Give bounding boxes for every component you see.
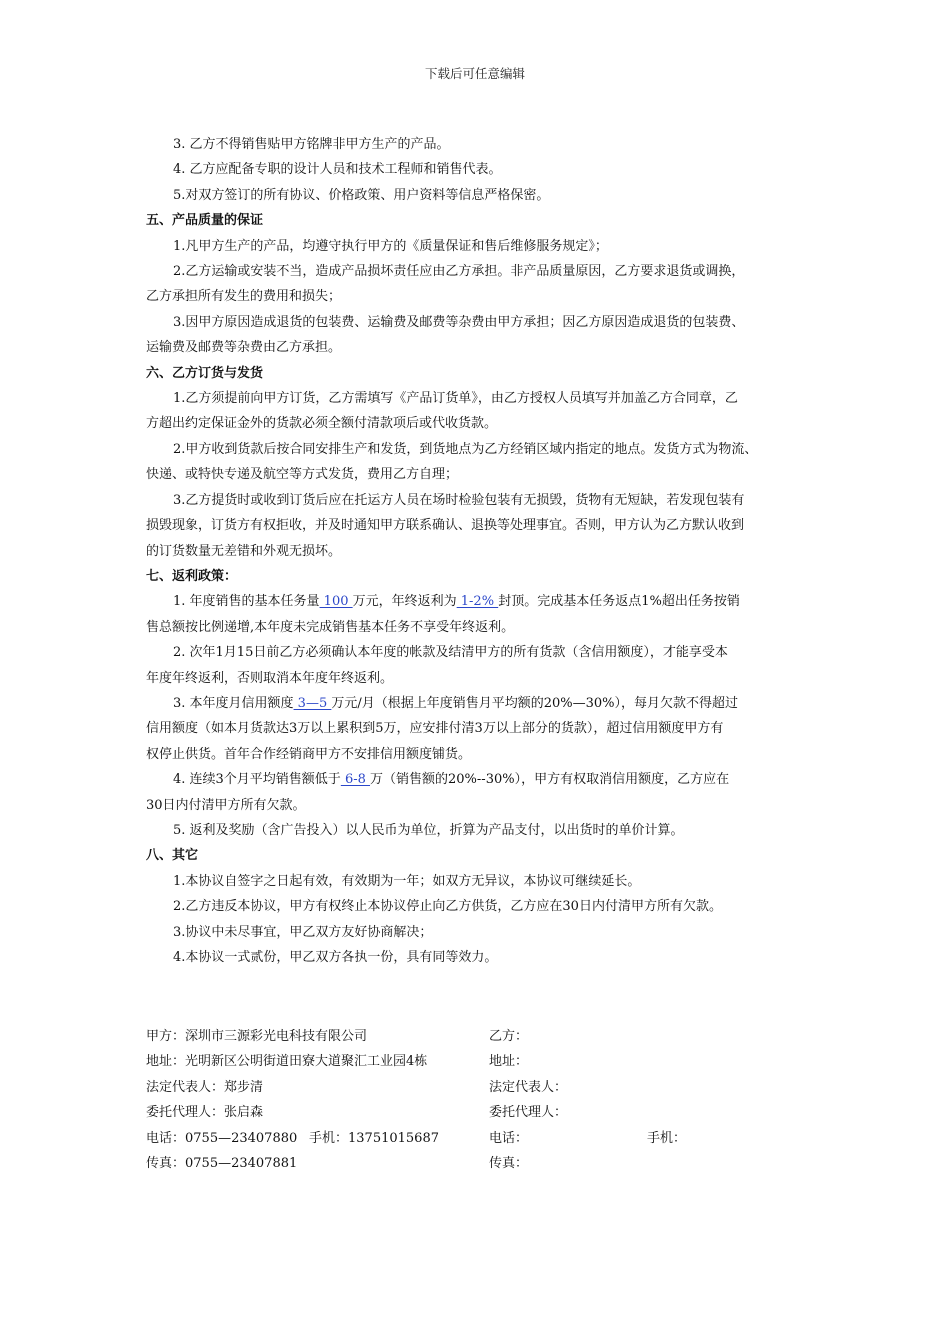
clause-7-3-cont2: 权停止供货。首年合作经销商甲方不安排信用额度铺货。: [146, 746, 472, 762]
party-a-legal-rep: 法定代表人：郑步清: [146, 1079, 264, 1095]
sig-row-name: [146, 1024, 826, 1049]
party-a-address: 地址：光明新区公明街道田寮大道聚汇工业园4栋: [146, 1054, 428, 1070]
clause-6-3: 3.乙方提货时或收到订货后应在托运方人员在场时检验包装有无损毁，货物有无短缺，若发现包装有: [173, 492, 745, 508]
party-b-legal-rep: 法定代表人：: [489, 1079, 568, 1095]
sig-row-address: [146, 1049, 826, 1074]
clause-7-4: [146, 767, 814, 792]
clause-5-2-cont: 乙方承担所有发生的费用和损失；: [146, 289, 342, 305]
clause-5-3: 3.因甲方原因造成退货的包装费、运输费及邮费等杂费由甲方承担；因乙方原因造成退货的包装费、: [173, 314, 745, 330]
clause-6-1: 1.乙方须提前向甲方订货，乙方需填写《产品订货单》，由乙方授权人员填写并加盖乙方合同章，乙: [173, 391, 738, 407]
clause-7-1-text: 万元，年终返利为: [352, 594, 457, 610]
party-b-phone: 电话：: [489, 1130, 529, 1146]
party-b-address: 地址：: [489, 1054, 529, 1070]
clause-7-1-text: 1. 年度销售的基本任务量: [173, 594, 320, 610]
clause-4-5: 5.对双方签订的所有协议、价格政策、用户资料等信息严格保密。: [173, 187, 550, 203]
clause-7-3-cont: 信用额度（如本月货款达3万以上累积到5万，应安排付清3万以上部分的货款），超过信用额度甲方有: [146, 721, 724, 737]
section-7-title: 七、返利政策：: [146, 568, 238, 584]
party-a-phone: 电话：0755—23407880: [146, 1130, 298, 1146]
section-6-title: 六、乙方订货与发货: [146, 365, 264, 381]
sig-row-agent: [146, 1100, 826, 1125]
page-header: 下载后可任意编辑: [424, 66, 525, 81]
section-8-title: 八、其它: [146, 848, 199, 864]
clause-7-1-cont: 售总额按比例递增,本年度未完成销售基本任务不享受年终返利。: [146, 619, 515, 635]
clause-6-3-cont: 损毁现象，订货方有权拒收，并及时通知甲方联系确认、退换等处理事宜。否则，甲方认为乙方默认收到: [146, 518, 745, 534]
party-a-mobile: 手机：13751015687: [309, 1130, 439, 1146]
party-a-fax: 传真：0755—23407881: [146, 1155, 298, 1171]
sales-target-blank: 100: [319, 594, 353, 610]
clause-7-2-cont: 年度年终返利，否则取消本年度年终返利。: [146, 670, 394, 686]
clause-7-1: [146, 589, 814, 614]
sig-row-fax: [146, 1151, 826, 1176]
section-5-title: 五、产品质量的保证: [146, 213, 264, 229]
clause-7-3-text: 万元/月（根据上年度销售月平均额的20%—30%），每月欠款不得超过: [331, 695, 739, 711]
party-a-name: 甲方：深圳市三源彩光电科技有限公司: [146, 1029, 368, 1044]
clause-6-2: 2.甲方收到货款后按合同安排生产和发货，到货地点为乙方经销区域内指定的地点。发货方式为物流、: [173, 441, 758, 457]
clause-6-3-cont2: 的订货数量无差错和外观无损坏。: [146, 543, 342, 559]
clause-5-2: 2.乙方运输或安装不当，造成产品损坏责任应由乙方承担。非产品质量原因，乙方要求退货或调换，: [173, 264, 745, 280]
clause-8-1: 1.本协议自签字之日起有效，有效期为一年；如双方无异议，本协议可继续延长。: [173, 873, 641, 889]
clause-7-1-text: 封顶。完成基本任务返点1%超出任务按销: [498, 594, 740, 610]
party-a-agent: 委托代理人：张启森: [146, 1105, 264, 1121]
clause-7-2: 2. 次年1月15日前乙方必须确认本年度的帐款及结清甲方的所有货款（含信用额度），才能享受本: [173, 645, 728, 661]
clause-7-5: 5. 返利及奖励（含广告投入）以人民币为单位，折算为产品支付，以出货时的单价计算。: [173, 822, 684, 838]
clause-5-3-cont: 运输费及邮费等杂费由乙方承担。: [146, 340, 342, 356]
clause-5-1: 1.凡甲方生产的产品，均遵守执行甲方的《质量保证和售后维修服务规定》；: [173, 238, 608, 254]
clause-7-4-text: 4. 连续3个月平均销售额低于: [173, 772, 341, 788]
clause-4-4: 4. 乙方应配备专职的设计人员和技术工程师和销售代表。: [173, 162, 502, 178]
rebate-rate-blank: 1-2%: [456, 594, 499, 610]
clause-6-2-cont: 快递、或特快专递及航空等方式发货，费用乙方自理；: [146, 467, 459, 483]
party-b-name: 乙方：: [489, 1029, 529, 1044]
party-b-mobile: 手机：: [647, 1130, 687, 1146]
sig-row-legal-rep: [146, 1075, 826, 1100]
signature-block: [146, 1024, 826, 1176]
clause-7-3: [146, 691, 814, 716]
credit-limit-blank: 3—5: [293, 695, 332, 711]
clause-6-1-cont: 方超出约定保证金外的货款必须全额付清款项后或代收货款。: [146, 416, 498, 432]
contract-body: [146, 132, 814, 970]
min-sales-blank: 6-8: [340, 772, 371, 788]
clause-8-4: 4.本协议一式贰份，甲乙双方各执一份，具有同等效力。: [173, 950, 498, 965]
party-b-fax: 传真：: [489, 1155, 529, 1171]
clause-7-3-text: 3. 本年度月信用额度: [173, 695, 294, 711]
clause-7-4-text: 万（销售额的20%--30%），甲方有权取消信用额度，乙方应在: [370, 772, 730, 788]
clause-7-4-cont: 30日内付清甲方所有欠款。: [146, 797, 306, 813]
clause-4-3: 3. 乙方不得销售贴甲方铭牌非甲方生产的产品。: [173, 137, 450, 152]
sig-row-phone: [146, 1126, 826, 1151]
clause-8-3: 3.协议中未尽事宜，甲乙双方友好协商解决；: [173, 924, 433, 940]
party-b-agent: 委托代理人：: [489, 1105, 568, 1121]
clause-8-2: 2.乙方违反本协议，甲方有权终止本协议停止向乙方供货，乙方应在30日内付清甲方所有欠款。: [173, 899, 722, 915]
